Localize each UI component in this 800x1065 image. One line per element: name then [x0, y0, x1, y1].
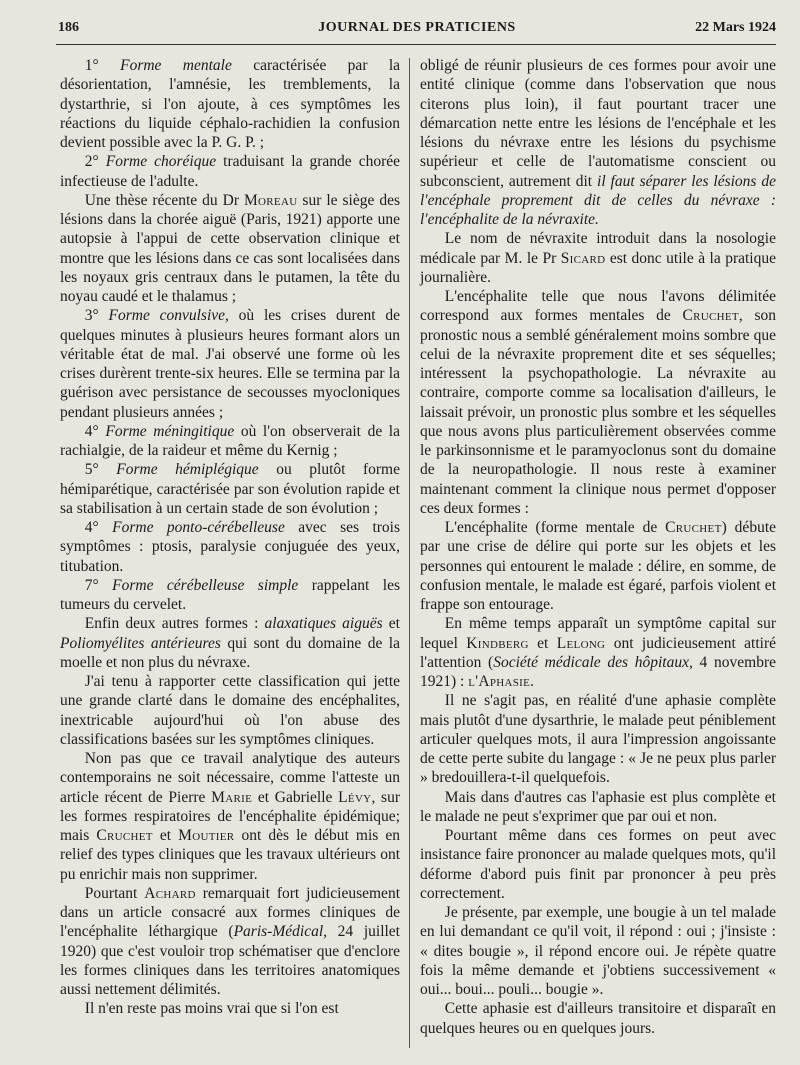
italic-text: Forme convulsive, — [108, 307, 229, 325]
paragraph — [420, 229, 776, 287]
paragraph — [60, 422, 400, 461]
text-run: ) débute par une crise de délire qui porte sur les objets et les personnes qui entourent le malade : délire, en somme, de confusion mentale, le malade est égaré, parfois violent et frappe son entourage. — [420, 519, 777, 613]
paragraph — [420, 614, 776, 691]
text-run: où les crises durent de quelques minutes à plusieurs heures formant alors un véritable état de mal. J'ai observé une forme où les crises durèrent trente-six heures. Elle se termina par la guérison avec persistance de secousses myocloniques pendant plusieurs années ; — [60, 307, 400, 421]
paragraph — [60, 191, 400, 307]
italic-text: Forme méningitique — [105, 422, 235, 440]
text-run: 4° — [84, 422, 106, 440]
text-run: Enfin deux autres formes : — [84, 615, 265, 633]
text-run: Pourtant — [84, 884, 145, 902]
italic-text: Poliomyélites antérieures — [60, 634, 221, 652]
italic-text: Forme cérébelleuse simple — [112, 576, 299, 594]
text-run: , son pronostic nous a semblé généralement moins sombre que celui de la névraxite proprement dite et ses séquelles; intéressent la psychopathologie. La névraxite au contraire, comporte comme sa localisation d'ailleurs, le laissait prévoir, un pronostic plus sombre et les séquelles que nous avons plus particulièrement observées comme le parkinsonnisme et le paramyoclonus sont du domaine de la neuropathologie. Il nous reste à examiner maintenant comment la clinique nous permet d'opposer ces deux formes : — [420, 307, 776, 517]
text-run: Mais dans d'autres cas l'aphasie est plus complète et le malade ne peut s'exprimer que par oui et non. — [420, 788, 776, 825]
text-run: ont judicieusement attiré l'attention ( — [420, 634, 777, 671]
author-name: Kindberg — [466, 634, 529, 652]
author-name: Cruchet — [665, 519, 722, 536]
paragraph — [420, 999, 776, 1038]
author-name: Lelong — [556, 634, 606, 652]
author-name: Cruchet — [96, 827, 153, 844]
text-run: 2° — [84, 153, 106, 171]
paragraph — [420, 903, 776, 999]
column-divider — [409, 58, 410, 1048]
italic-text: Forme hémiplégique — [116, 461, 259, 479]
paragraph — [420, 788, 776, 827]
text-run: où l'on observerait de la rachialgie, de la raideur et même du Kernig ; — [60, 422, 400, 459]
paragraph — [60, 56, 400, 152]
text-run: , sur les formes respiratoires de l'encéphalite épidémique; mais — [60, 788, 400, 844]
author-name: l'Aphasie — [468, 673, 531, 690]
italic-text: Forme ponto-cérébelleuse — [112, 519, 285, 536]
author-name: Marie — [211, 788, 253, 806]
page-number: 186 — [58, 20, 79, 35]
journal-title: JOURNAL DES PRATICIENS — [318, 20, 516, 35]
paragraph — [60, 999, 400, 1018]
text-run: Il ne s'agit pas, en réalité d'une aphasie complète mais plutôt d'une dysarthrie, le malade peut péniblement articuler quelques mots, il aura l'impression angoissante de cette perte subite du langage : « Je ne peux plus parler » bredouillera-t-il quelquefois. — [420, 692, 776, 787]
text-run: Cette aphasie est d'ailleurs transitoire et disparaît en quelques heures ou en quelques jours. — [420, 1000, 776, 1037]
paragraph — [60, 672, 400, 749]
page-header — [58, 20, 776, 42]
author-name: Sicard — [560, 249, 606, 267]
text-run: et — [152, 827, 179, 844]
text-run: rappelant les tumeurs du cervelet. — [60, 576, 400, 613]
author-name: Moutier — [178, 827, 235, 844]
paragraph — [60, 576, 400, 615]
text-run: Je présente, par exemple, une bougie à un tel malade en lui demandant ce qu'il voit, il répond : oui ; j'insiste : « dites bougie », il répond encore oui. Je répète quatre fois la même demande et j'obtiens successivement « oui... boui... pouli... bougie ». — [420, 904, 776, 998]
text-run: 4° — [84, 519, 113, 536]
header-rule — [56, 44, 776, 45]
italic-text: Forme choréique — [105, 153, 217, 171]
text-run: obligé de réunir plusieurs de ces formes pour avoir une entité clinique (comme dans l'observation que nous citerons plus loin), il faut pourtant tracer une démarcation nette entre les lésions de l'encéphale et les lésions du névraxe entre les lésions du psychisme supérieur et celle de l'automatisme conscient ou subconscient, autrement dit — [420, 57, 776, 190]
issue-date: 22 Mars 1924 — [695, 20, 776, 35]
text-run: 4 novembre 1921) : — [420, 653, 776, 690]
paragraph — [420, 826, 776, 903]
paragraph — [420, 287, 776, 518]
text-run: et Gabrielle — [252, 788, 339, 806]
paragraph — [60, 306, 400, 422]
left-column — [60, 56, 400, 1019]
paragraph — [420, 518, 776, 614]
text-run: Pourtant même dans ces formes on peut avec insistance faire prononcer au malade quelques mots, qu'il déforme d'abord puis finit par prononcer à peu près correctement. — [420, 827, 776, 902]
text-run: En même temps apparaît un symptôme capital sur lequel — [420, 615, 776, 652]
text-run: ou plutôt forme hémiparétique, caractérisée par son évolution rapide et sa stabilisation à un certain stade de son évolution ; — [60, 461, 400, 517]
paragraph — [60, 884, 400, 1000]
text-run: avec ses trois symptômes : ptosis, paralysie conjuguée des yeux, titubation. — [60, 519, 400, 575]
text-run: Il n'en reste pas moins vrai que si l'on est — [84, 1000, 339, 1018]
paragraph — [60, 749, 400, 884]
paragraph — [60, 614, 400, 672]
text-run: et — [382, 615, 400, 633]
text-run: Une thèse récente du Dr — [84, 191, 244, 209]
author-name: Achard — [144, 884, 196, 902]
italic-text: Forme mentale — [120, 57, 232, 74]
text-run: sur le siège des lésions dans la chorée aiguë (Paris, 1921) apporte une autopsie à l'appui de cette observation clinique et montre que les lésions dans ce cas sont localisées dans les noyaux gris centraux dans le putamen, la tête du noyau caudé et le thalamus ; — [60, 191, 401, 305]
text-run: qui sont du domaine de la moelle et non plus du névraxe. — [60, 634, 400, 671]
paragraph — [420, 56, 776, 229]
paragraph — [60, 518, 400, 576]
text-run: L'encéphalite telle que nous l'avons délimitée correspond aux formes mentales de — [420, 288, 776, 325]
author-name: Cruchet — [682, 307, 739, 325]
text-run: Le nom de névraxite introduit dans la nosologie médicale par M. le Pr — [420, 230, 776, 267]
text-run: Non pas que ce travail analytique des auteurs contemporains ne soit nécessaire, comme l'atteste un article récent de Pierre — [60, 750, 400, 806]
right-column — [420, 56, 776, 1038]
paragraph — [60, 152, 400, 191]
text-run: et — [528, 634, 557, 652]
text-run: caractérisée par la désorientation, l'amnésie, les tremblements, la dystarthrie, si l'on ajoute, à ces symptômes les réactions du liquide céphalo-rachidien la confusion devient possible avec la P. G. P. ; — [60, 57, 401, 151]
author-name: Moreau — [243, 191, 298, 209]
text-run: 5° — [84, 461, 117, 479]
italic-text: alaxatiques aiguës — [264, 615, 383, 633]
text-run: est donc utile à la pratique journalière. — [420, 249, 776, 286]
paragraph — [60, 460, 400, 518]
text-run: traduisant la grande chorée infectieuse de l'adulte. — [60, 153, 400, 190]
paragraph — [420, 691, 776, 787]
text-run: ont dès le début mis en relief des types cliniques que les travaux ultérieurs ont pu enrichir mais non supprimer. — [60, 827, 400, 883]
text-run: L'encéphalite (forme mentale de — [444, 519, 666, 536]
italic-text: il faut séparer les lésions de l'encéphale proprement dit de celles du névraxe : l'encéphalite de la névraxite. — [420, 172, 776, 228]
text-run: . — [530, 673, 535, 690]
text-run: 3° — [84, 307, 109, 325]
text-run: J'ai tenu à rapporter cette classification qui jette une grande clarté dans le domaine des encéphalites, inextricable aujourd'hui où l'on abuse des classifications basées sur les symptômes cliniques. — [60, 673, 400, 748]
italic-text: Société médicale des hôpitaux, — [493, 653, 693, 671]
author-name: Lévy — [338, 788, 372, 806]
text-run: 7° — [84, 576, 113, 594]
text-run: 24 juillet 1920) que c'est vouloir trop schématiser que d'enclore les formes cliniques dans les territoires anatomiques aussi nettement délimités. — [60, 923, 400, 998]
text-run: 1° — [84, 57, 121, 74]
italic-text: Paris-Médical, — [233, 923, 328, 941]
text-run: remarquait fort judicieusement dans un article consacré aux formes cliniques de l'encéphalite léthargique ( — [60, 884, 400, 941]
